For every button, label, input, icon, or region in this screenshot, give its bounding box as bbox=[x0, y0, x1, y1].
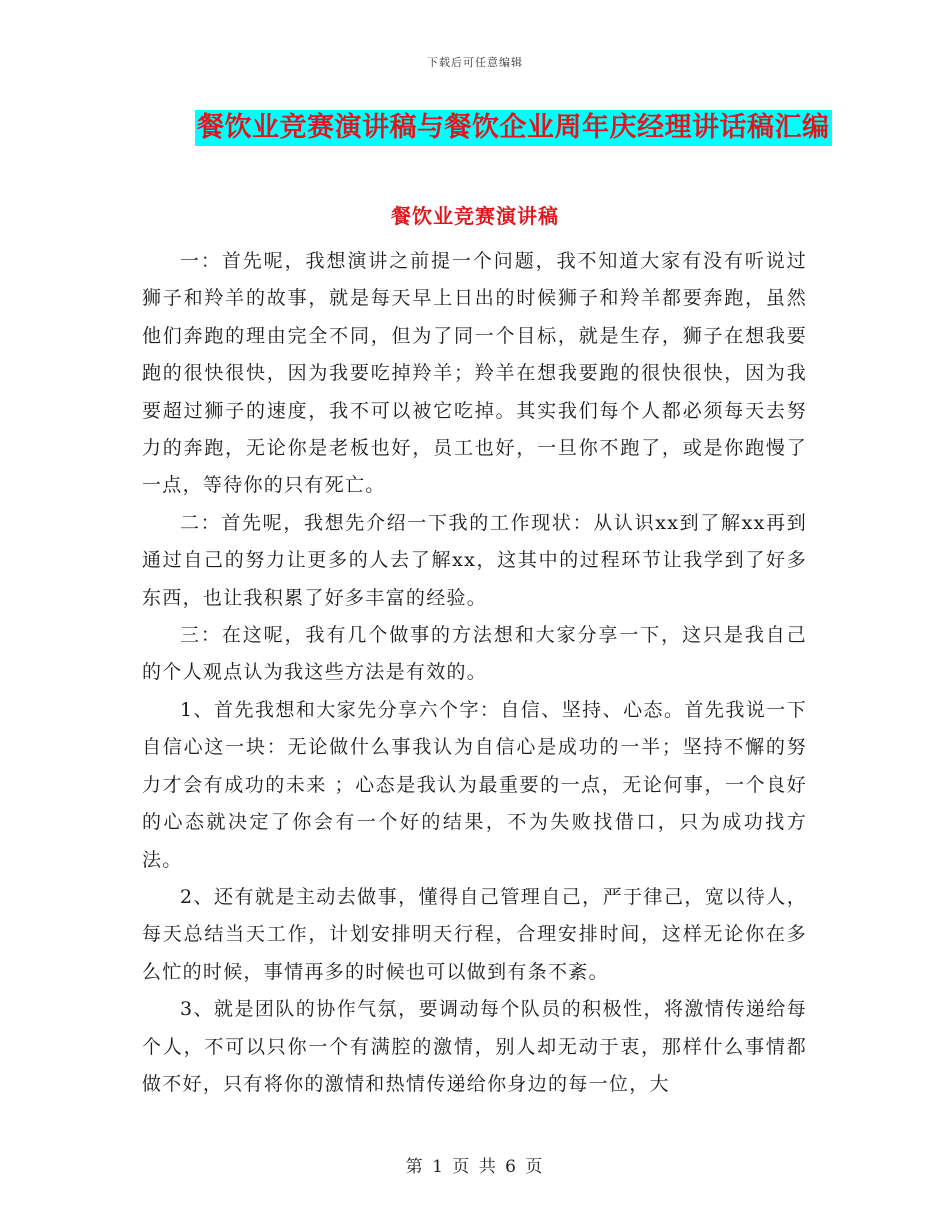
body-paragraph: 一：首先呢，我想演讲之前提一个问题，我不知道大家有没有听说过狮子和羚羊的故事，就是每天早上日出的时候狮子和羚羊都要奔跑，虽然他们奔跑的理由完全不同，但为了同一个目标，就是生存，狮子在想我要跑的很快很快，因为我要吃掉羚羊；羚羊在想我要跑的很快很快，因为我要超过狮子的速度，我不可以被它吃掉。其实我们每个人都必须每天去努力的奔跑，无论你是老板也好，员工也好，一旦你不跑了，或是你跑慢了一点，等待你的只有死亡。 bbox=[142, 250, 807, 497]
body-paragraph: 二：首先呢，我想先介绍一下我的工作现状：从认识xx到了解xx再到通过自己的努力让更多的人去了解xx，这其中的过程环节让我学到了好多东西，也让我积累了好多丰富的经验。 bbox=[142, 511, 807, 609]
body-paragraph: 2、还有就是主动去做事，懂得自己管理自己，严于律己，宽以待人，每天总结当天工作，计划安排明天行程，合理安排时间，这样无论你在多么忙的时候，事情再多的时候也可以做到有条不紊。 bbox=[142, 885, 807, 983]
document-body bbox=[142, 243, 807, 1103]
body-paragraph: 三：在这呢，我有几个做事的方法想和大家分享一下，这只是我自己的个人观点认为我这些方法是有效的。 bbox=[142, 624, 807, 684]
body-paragraph: 1、首先我想和大家先分享六个字：自信、坚持、心态。首先我说一下自信心这一块：无论做什么事我认为自信心是成功的一半；坚持不懈的努力才会有成功的未来 ；心态是我认为最重要的一点，无论何事，一个良好的心态就决定了你会有一个好的结果，不为失败找借口，只为成功找方法。 bbox=[142, 698, 807, 871]
body-paragraph: 3、就是团队的协作气氛，要调动每个队员的积极性，将激情传递给每个人，不可以只你一个有满腔的激情，别人却无动于衷，那样什么事情都做不好，只有将你的激情和热情传递给你身边的每一位，大 bbox=[142, 998, 807, 1095]
header-note: 下载后可任意编辑 bbox=[427, 56, 523, 69]
document-main-title: 餐饮业竞赛演讲稿与餐饮企业周年庆经理讲话稿汇编 bbox=[195, 110, 832, 146]
section-title: 餐饮业竞赛演讲稿 bbox=[391, 204, 559, 228]
page-indicator: 第 1 页 共 6 页 bbox=[405, 1157, 545, 1177]
